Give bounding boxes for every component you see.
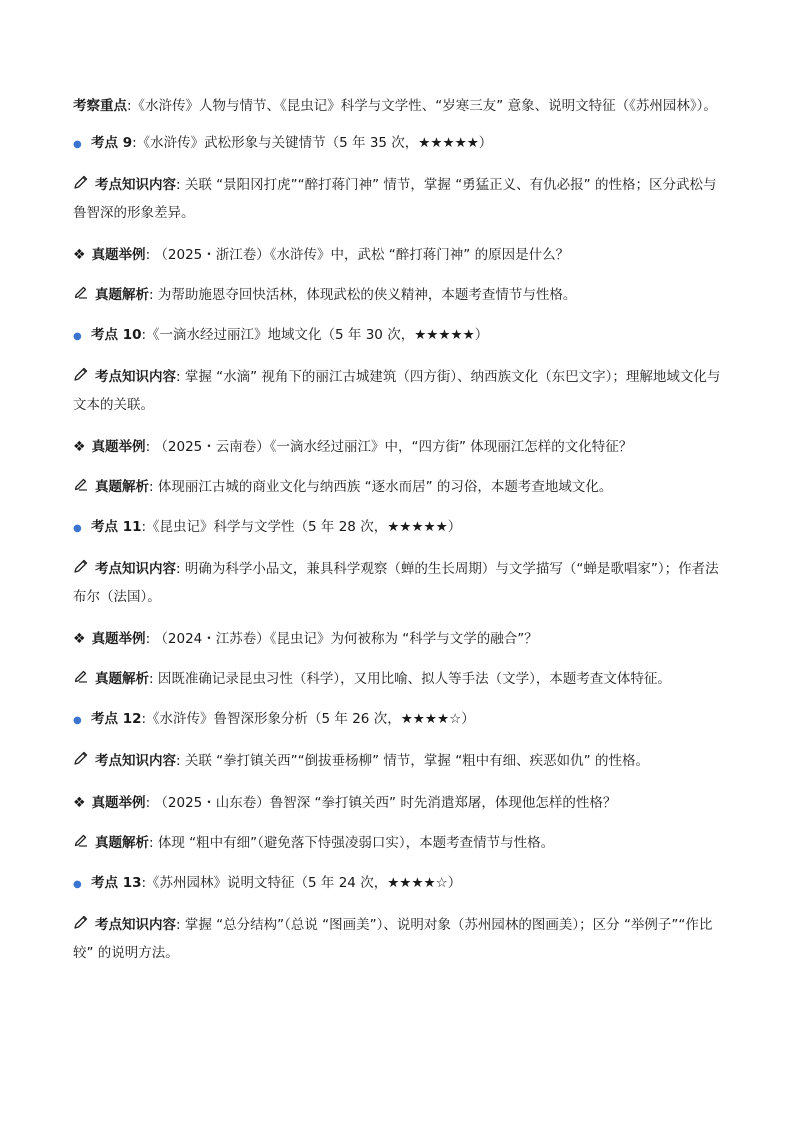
point-12-analysis xyxy=(73,829,728,857)
point-12-heading xyxy=(73,705,728,735)
point-10-heading xyxy=(73,321,728,351)
exam-focus-text: :《水浒传》人物与情节、《昆虫记》科学与文学性、“岁寒三友” 意象、说明文特征（《苏州园林》）。 xyxy=(127,98,717,114)
example-label: 真题举例 xyxy=(91,795,146,811)
point-9-example xyxy=(73,241,728,269)
point-title: :《苏州园林》说明文特征（5 年 24 次，★★★★☆） xyxy=(141,875,462,891)
point-title: :《水浒传》鲁智深形象分析（5 年 26 次，★★★★☆） xyxy=(141,711,475,727)
knowledge-text: : 掌握 “水滴” 视角下的丽江古城建筑（四方街）、纳西族文化（东巴文字）；理解地域文化与文本的关联。 xyxy=(73,369,721,413)
knowledge-text: : 关联 “景阳冈打虎”“醉打蒋门神” 情节，掌握 “勇猛正义、有仇必报” 的性格；区分武松与鲁智深的形象差异。 xyxy=(73,177,717,221)
diamond-icon: ❖ xyxy=(73,439,86,455)
point-13-knowledge xyxy=(73,911,728,967)
point-12-knowledge xyxy=(73,747,728,775)
analysis-label: 真题解析 xyxy=(95,671,149,687)
knowledge-text: : 掌握 “总分结构”（总说 “图画美”）、说明对象（苏州园林的图画美）；区分 “举例子”“作比较” 的说明方法。 xyxy=(73,917,713,961)
knowledge-label: 考点知识内容 xyxy=(95,561,176,577)
analysis-label: 真题解析 xyxy=(95,835,149,851)
knowledge-label: 考点知识内容 xyxy=(95,753,176,769)
point-13-heading xyxy=(73,869,728,899)
example-text: : （2025・云南卷）《一滴水经过丽江》中，“四方街” 体现丽江怎样的文化特征？ xyxy=(145,439,633,455)
point-title: :《水浒传》武松形象与关键情节（5 年 35 次，★★★★★） xyxy=(132,135,493,151)
ruler-pencil-icon xyxy=(73,284,89,300)
point-9-analysis xyxy=(73,281,728,309)
point-label: 考点 13 xyxy=(91,875,142,891)
analysis-text: : 体现 “粗中有细”（避免落下恃强凌弱口实），本题考查情节与性格。 xyxy=(149,835,555,851)
example-text: : （2025・浙江卷）《水浒传》中，武松 “醉打蒋门神” 的原因是什么？ xyxy=(145,247,570,263)
point-12-example xyxy=(73,789,728,817)
point-10-example xyxy=(73,433,728,461)
analysis-label: 真题解析 xyxy=(95,479,149,495)
point-label: 考点 9 xyxy=(91,135,133,151)
exam-focus xyxy=(73,92,728,120)
pencil-icon xyxy=(73,558,89,574)
point-label: 考点 12 xyxy=(91,711,142,727)
bullet-icon: ● xyxy=(73,523,82,534)
pencil-icon xyxy=(73,174,89,190)
knowledge-text: : 明确为科学小品文，兼具科学观察（蝉的生长周期）与文学描写（“蝉是歌唱家”）；作者法布尔（法国）。 xyxy=(73,561,719,605)
diamond-icon: ❖ xyxy=(73,247,86,263)
knowledge-label: 考点知识内容 xyxy=(95,917,176,933)
analysis-text: : 体现丽江古城的商业文化与纳西族 “逐水而居” 的习俗，本题考查地域文化。 xyxy=(149,479,613,495)
ruler-pencil-icon xyxy=(73,476,89,492)
bullet-icon: ● xyxy=(73,331,82,342)
analysis-label: 真题解析 xyxy=(95,287,149,303)
pencil-icon xyxy=(73,914,89,930)
bullet-icon: ● xyxy=(73,879,82,890)
point-11-analysis xyxy=(73,665,728,693)
point-10-analysis xyxy=(73,473,728,501)
point-10-knowledge xyxy=(73,363,728,419)
example-text: : （2024・江苏卷）《昆虫记》为何被称为 “科学与文学的融合”？ xyxy=(145,631,538,647)
pencil-icon xyxy=(73,750,89,766)
point-11-example xyxy=(73,625,728,653)
diamond-icon: ❖ xyxy=(73,631,86,647)
example-label: 真题举例 xyxy=(91,247,146,263)
example-label: 真题举例 xyxy=(91,439,146,455)
point-11-heading xyxy=(73,513,728,543)
point-label: 考点 10 xyxy=(91,327,142,343)
bullet-icon: ● xyxy=(73,715,82,726)
point-label: 考点 11 xyxy=(91,519,142,535)
pencil-icon xyxy=(73,366,89,382)
knowledge-label: 考点知识内容 xyxy=(95,177,176,193)
point-11-knowledge xyxy=(73,555,728,611)
analysis-text: : 为帮助施恩夺回快活林，体现武松的侠义精神，本题考查情节与性格。 xyxy=(149,287,577,303)
analysis-text: : 因既准确记录昆虫习性（科学），又用比喻、拟人等手法（文学），本题考查文体特征。 xyxy=(149,671,671,687)
point-title: :《昆虫记》科学与文学性（5 年 28 次，★★★★★） xyxy=(141,519,462,535)
knowledge-label: 考点知识内容 xyxy=(95,369,176,385)
ruler-pencil-icon xyxy=(73,668,89,684)
example-label: 真题举例 xyxy=(91,631,146,647)
knowledge-text: : 关联 “拳打镇关西”“倒拔垂杨柳” 情节，掌握 “粗中有细、疾恶如仇” 的性格。 xyxy=(176,753,649,769)
exam-focus-label: 考察重点 xyxy=(73,98,127,114)
ruler-pencil-icon xyxy=(73,832,89,848)
point-title: :《一滴水经过丽江》地域文化（5 年 30 次，★★★★★） xyxy=(141,327,489,343)
diamond-icon: ❖ xyxy=(73,795,86,811)
point-9-heading xyxy=(73,129,728,159)
document-page xyxy=(73,92,728,981)
example-text: : （2025・山东卷）鲁智深 “拳打镇关西” 时先消遣郑屠，体现他怎样的性格？ xyxy=(145,795,617,811)
bullet-icon: ● xyxy=(73,139,82,150)
point-9-knowledge xyxy=(73,171,728,227)
